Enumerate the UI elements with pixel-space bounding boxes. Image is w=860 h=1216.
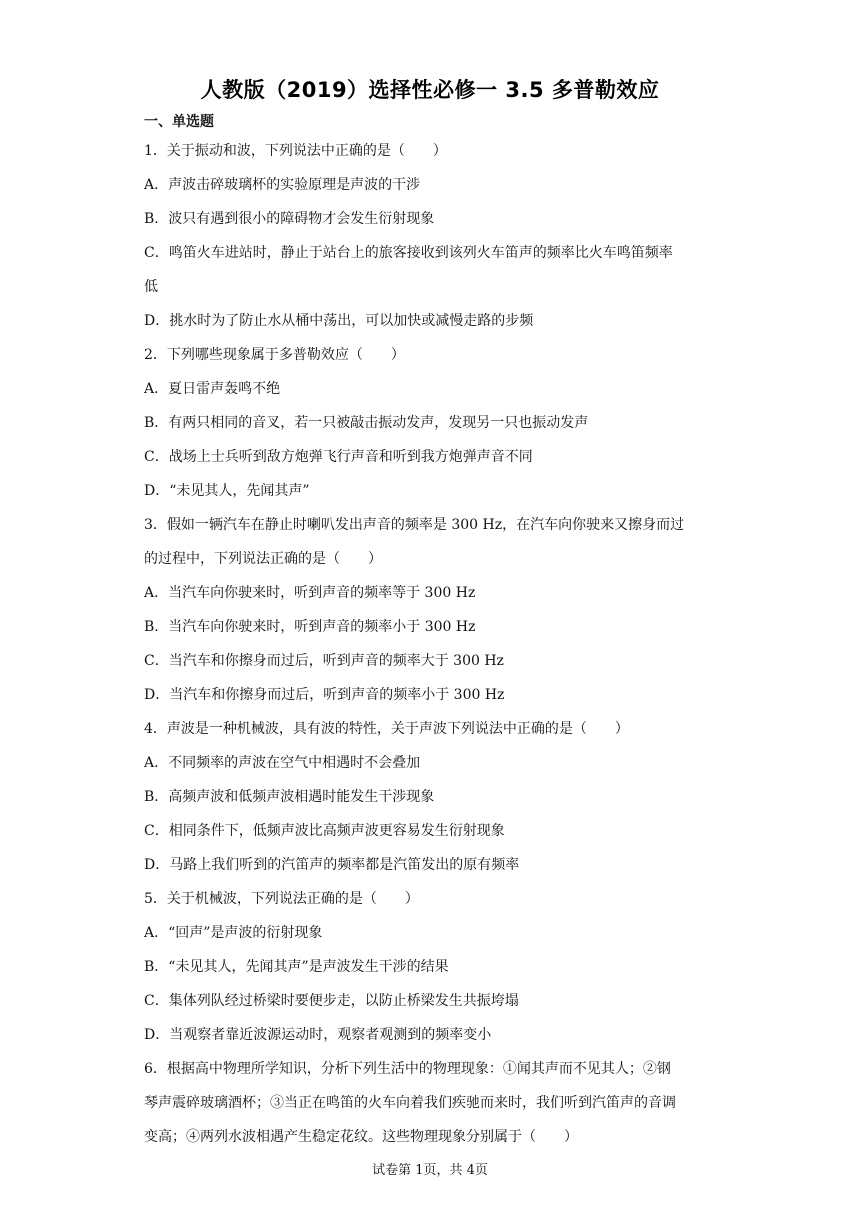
text-line: B．“未见其人，先闻其声”是声波发生干涉的结果 [144, 959, 449, 975]
text-line: 6．根据高中物理所学知识，分析下列生活中的物理现象：①闻其声而不见其人；②钢 [144, 1061, 671, 1077]
text-line: D．当汽车和你擦身而过后，听到声音的频率小于 300 Hz [144, 687, 505, 703]
text-line: C．集体列队经过桥梁时要便步走，以防止桥梁发生共振垮塌 [144, 993, 519, 1009]
section-heading: 一、单选题 [144, 114, 214, 130]
text-line: 变高；④两列水波相遇产生稳定花纹。这些物理现象分别属于（ ） [144, 1129, 578, 1145]
text-line: C．当汽车和你擦身而过后，听到声音的频率大于 300 Hz [144, 653, 504, 669]
page-footer: 试卷第 1页，共 4页 [372, 1163, 488, 1178]
text-line: B．波只有遇到很小的障碍物才会发生衍射现象 [144, 211, 435, 227]
text-line: C．战场上士兵听到敌方炮弹飞行声音和听到我方炮弹声音不同 [144, 449, 533, 465]
text-line: A．当汽车向你驶来时，听到声音的频率等于 300 Hz [144, 585, 476, 601]
text-line: A．不同频率的声波在空气中相遇时不会叠加 [144, 755, 421, 771]
text-line: 的过程中，下列说法正确的是（ ） [144, 551, 382, 567]
text-line: A．夏日雷声轰鸣不绝 [144, 381, 281, 397]
text-line: D．当观察者靠近波源运动时，观察者观测到的频率变小 [144, 1027, 492, 1043]
text-line: B．高频声波和低频声波相遇时能发生干涉现象 [144, 789, 435, 805]
text-line: B．有两只相同的音叉，若一只被敲击振动发声，发现另一只也振动发声 [144, 415, 589, 431]
text-line: 琴声震碎玻璃酒杯；③当正在鸣笛的火车向着我们疾驰而来时，我们听到汽笛声的音调 [144, 1095, 676, 1111]
text-line: B．当汽车向你驶来时，听到声音的频率小于 300 Hz [144, 619, 476, 635]
text-line: D．“未见其人，先闻其声” [144, 483, 310, 499]
text-line: 5．关于机械波，下列说法正确的是（ ） [144, 891, 419, 907]
text-line: C．鸣笛火车进站时，静止于站台上的旅客接收到该列火车笛声的频率比火车鸣笛频率 [144, 245, 673, 261]
text-line: 4．声波是一种机械波，具有波的特性，关于声波下列说法中正确的是（ ） [144, 721, 629, 737]
text-line: 1．关于振动和波，下列说法中正确的是（ ） [144, 143, 447, 159]
text-line: A．声波击碎玻璃杯的实验原理是声波的干涉 [144, 177, 421, 193]
text-line: 低 [144, 279, 158, 295]
text-line: C．相同条件下，低频声波比高频声波更容易发生衍射现象 [144, 823, 505, 839]
text-line: 3．假如一辆汽车在静止时喇叭发出声音的频率是 300 Hz，在汽车向你驶来又擦身而过 [144, 517, 685, 533]
page-title: 人教版（2019）选择性必修一 3.5 多普勒效应 [200, 78, 660, 102]
text-line: D．挑水时为了防止水从桶中荡出，可以加快或减慢走路的步频 [144, 313, 534, 329]
text-line: A．“回声”是声波的衍射现象 [144, 925, 323, 941]
question-body [144, 134, 722, 1154]
text-line: 2．下列哪些现象属于多普勒效应（ ） [144, 347, 405, 363]
text-line: D．马路上我们听到的汽笛声的频率都是汽笛发出的原有频率 [144, 857, 520, 873]
